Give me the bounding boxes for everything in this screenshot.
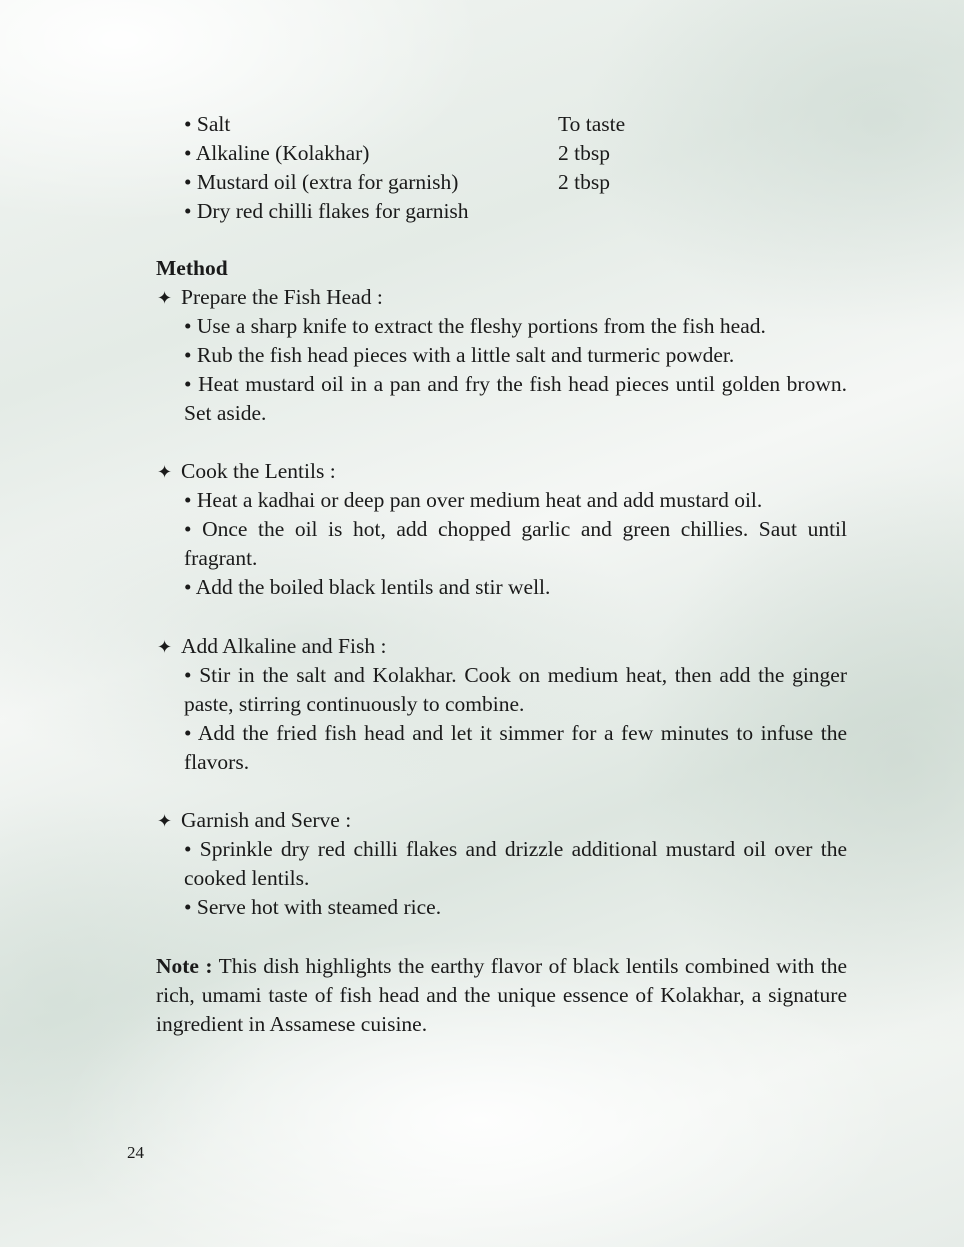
ingredient-name: • Salt <box>184 112 231 136</box>
method-heading: Method <box>156 256 228 280</box>
note-label: Note : <box>156 954 213 978</box>
star-icon: ✦ <box>157 288 173 308</box>
ingredient-name: • Alkaline (Kolakhar) <box>184 141 370 165</box>
star-icon: ✦ <box>157 637 173 657</box>
star-icon: ✦ <box>157 811 173 831</box>
step-item: • Heat a kadhai or deep pan over medium heat and add mustard oil. <box>184 488 763 512</box>
step-item: • Sprinkle dry red chilli flakes and drizzle additional mustard oil over the cooked lentils. <box>184 837 847 890</box>
step-title-text: Cook the Lentils : <box>181 459 336 483</box>
ingredient-name: • Dry red chilli flakes for garnish <box>184 199 469 223</box>
step-item: • Add the boiled black lentils and stir well. <box>184 575 551 599</box>
step-title <box>157 632 386 662</box>
step-item: • Serve hot with steamed rice. <box>184 895 442 919</box>
note-text: This dish highlights the earthy flavor of black lentils combined with the rich, umami taste of fish head and the unique essence of Kolakhar, a signature ingredient in Assamese cuisine. <box>156 954 847 1036</box>
step-title-text: Garnish and Serve : <box>181 808 352 832</box>
step-item: • Heat mustard oil in a pan and fry the fish head pieces until golden brown. Set aside. <box>184 372 847 425</box>
page-number: 24 <box>127 1143 144 1162</box>
step-title <box>157 457 336 487</box>
step-item: • Add the fried fish head and let it simmer for a few minutes to infuse the flavors. <box>184 721 847 774</box>
step-title-text: Prepare the Fish Head : <box>181 285 383 309</box>
star-icon: ✦ <box>157 462 173 482</box>
ingredient-name: • Mustard oil (extra for garnish) <box>184 170 459 194</box>
note-paragraph <box>156 952 847 1039</box>
ingredient-quantity: 2 tbsp <box>558 141 610 165</box>
step-item: • Use a sharp knife to extract the fleshy portions from the fish head. <box>184 314 766 338</box>
step-title <box>157 806 351 836</box>
ingredient-quantity: To taste <box>558 112 626 136</box>
ingredient-quantity: 2 tbsp <box>558 170 610 194</box>
step-title-text: Add Alkaline and Fish : <box>181 634 387 658</box>
step-title <box>157 283 383 313</box>
step-item: • Once the oil is hot, add chopped garlic and green chillies. Saut until fragrant. <box>184 517 847 570</box>
step-item: • Stir in the salt and Kolakhar. Cook on medium heat, then add the ginger paste, stirring continuously to combine. <box>184 663 847 716</box>
step-item: • Rub the fish head pieces with a little salt and turmeric powder. <box>184 343 735 367</box>
